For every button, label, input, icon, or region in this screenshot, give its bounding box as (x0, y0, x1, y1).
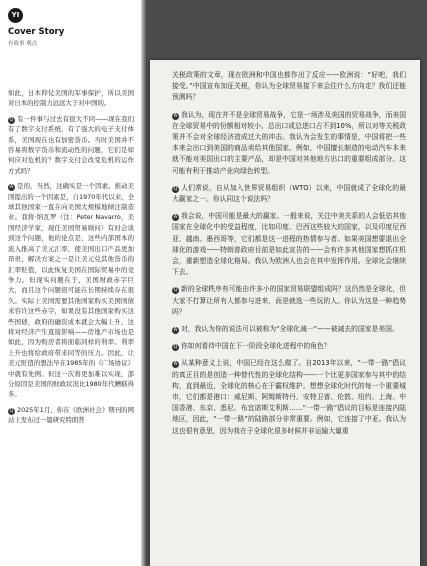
question-text: 2025年1月，你在《欧洲社会》期刊的网站上发布过一篇研究特朗普 (8, 405, 134, 425)
question-marker-icon: Q (173, 287, 178, 294)
answer (8, 181, 134, 400)
question-marker-icon: Q (173, 185, 178, 192)
answer-marker-icon: A (9, 184, 14, 191)
left-page (0, 0, 144, 566)
question (8, 405, 134, 426)
answer-text: 从某种意义上说，中国已经在这么做了。自2013年以来，“一带一路”倡议的真正目的是创造一种替代性的全球化结构——一个比更多国家参与其中的结构，直到最近，全球化的核心在于霸权维护。想想全球化时代的每一个重要城市，它们都是港口：威尼斯、阿姆斯特丹、安特卫普、伦敦、纽约、上海、中国香港、东京、悉尼、布宜诺斯艾利斯……“一带一路”倡议的目标是连接内陆地区，因此，“一带一路”的陆路部分非常重要。例如，它连接了中亚。我认为这也很有意思，因为我在于全球化很多时候并非运输大量重 (172, 359, 406, 435)
question-text: 新的全球秩序有可能由许多小的国家贸易联盟组成吗？这仍然是全球化，但大家不打算让所有人都参与进来，而是就选一些玩的人。你认为这是一种趋势吗？ (172, 285, 406, 316)
answer-marker-icon: A (173, 214, 178, 221)
answer-text: 我认为，现在并不是全球贸易战争，它是一场涉及美国的贸易战争，而美国在全球贸易中的份额相对较小。总出口或总进口占不到10%，所以对等关税政策并不会对全球经济造成过大的冲击。我认为会发生的事情是，中国将把一些本来会出口到美国的商品卖给其他国家。例如，中国擅长制造的电动汽车本来就不能对美国出口的主要产品，却是中国对其他地方出口的重要组成部分。这可能有利于推动产业向绿色转型。 (172, 110, 406, 175)
answer-marker-icon: A (173, 112, 178, 119)
question-marker-icon: Q (9, 407, 14, 414)
answer-marker-icon: A (173, 327, 178, 334)
left-column-text (8, 88, 134, 431)
question-marker-icon: Q (9, 116, 14, 123)
paragraph: 如此，日本仰仗美国的军事保护，所以美国对日本的控制力远远大于对中国的。 (8, 89, 134, 108)
question (172, 341, 406, 352)
answer (172, 324, 406, 335)
answer-text: 我会说，中国可能是最大的赢家。一般来说，关注中美关系的人会低估其他国家在全球化中的受益程度，比如印度、巴西这些较大的国家，以及印度尼西亚、越南、墨西哥等，它们都是这一进程的热情参与者。如果美国想要退出全球化的游戏——特朗普政府目前是如此宣告的——会有许多其他国家想抓住机会，重新塑造全球化格局。我认为欧洲人也会在其中发挥作用。全球化会继续下去。 (172, 212, 406, 277)
answer (172, 358, 406, 436)
paragraph: 关税政策的文章，现在欧洲和中国也都作出了反应——欧洲说：“好吧，我们接受。”中国宣布加征关税，你认为全球贸易接下来会往什么方向走？我们还能预测吗？ (172, 71, 406, 102)
right-column-text (172, 70, 406, 443)
question (172, 183, 406, 205)
question (8, 114, 134, 176)
answer-text: 对，我认为你的说法可以被称为“全球化减一”——被减去的国家是美国。 (181, 325, 399, 334)
paper-sheet (150, 60, 420, 566)
answer-text: 是的，当然，这确实是一个因素。推动美国提出的一个因素是，自1970年代以来，全球其他国家一直在向美国大规模地倾注制造业。我将·纳瓦罗（注：Peter Navarro，美国经济学家，现任美国贸易顾问）有时会谈到这个问题，他的论点是，这些内部国本的流入推高了美元汇率，使美国出口产品更加昂贵，解决方案之一是让美元兑其他货币的汇率贬值，以此恢复美国在国际贸易中的竞争力。但现实问题在于，美国财政赤字巨大，而且这个问题很可能在长期持续存在很久。实际上美国需要其他国家购买美国国债来容许这些赤字，如果没有其他国家购买这些国债，政府的融资成本就会大幅上升，这将对经济产生直接影响——房地产市场也是如此，因为购房者将面临同样的利率。利率上升也将给政府带来同等的压力。因此，让美元贬值的想法早在1985年的《广场协议》中就有先例。但这一次将更加难以实现，部分原因是美国的财政状况比1980年代糟糕得多。 (8, 182, 134, 399)
question-text: 你如何看待中国在下一阶段全球化进程中的角色？ (181, 342, 331, 351)
answer (172, 110, 406, 177)
answer (172, 211, 406, 278)
publication-badge: YI (8, 8, 23, 23)
section-subtitle: 有故事 观点 (8, 41, 38, 47)
question-text: 有一件事与过去有很大不同——现在我们有了数字支付系统，有了强大的电子支付体系，美国现在也有加密货币。当时美国并不容易将数字货币和流动性的问题，它们是如何应对危机的？数字支付会改变危机的运作方式吗？ (8, 114, 134, 175)
answer-marker-icon: A (173, 361, 178, 368)
section-title: Cover Story (8, 27, 65, 37)
question (172, 284, 406, 318)
question-marker-icon: Q (173, 344, 178, 351)
question-text: 人们常说，自从加入世界贸易组织（WTO）以来，中国就成了全球化的最大赢家之一。你认同这个说法吗？ (172, 183, 406, 204)
